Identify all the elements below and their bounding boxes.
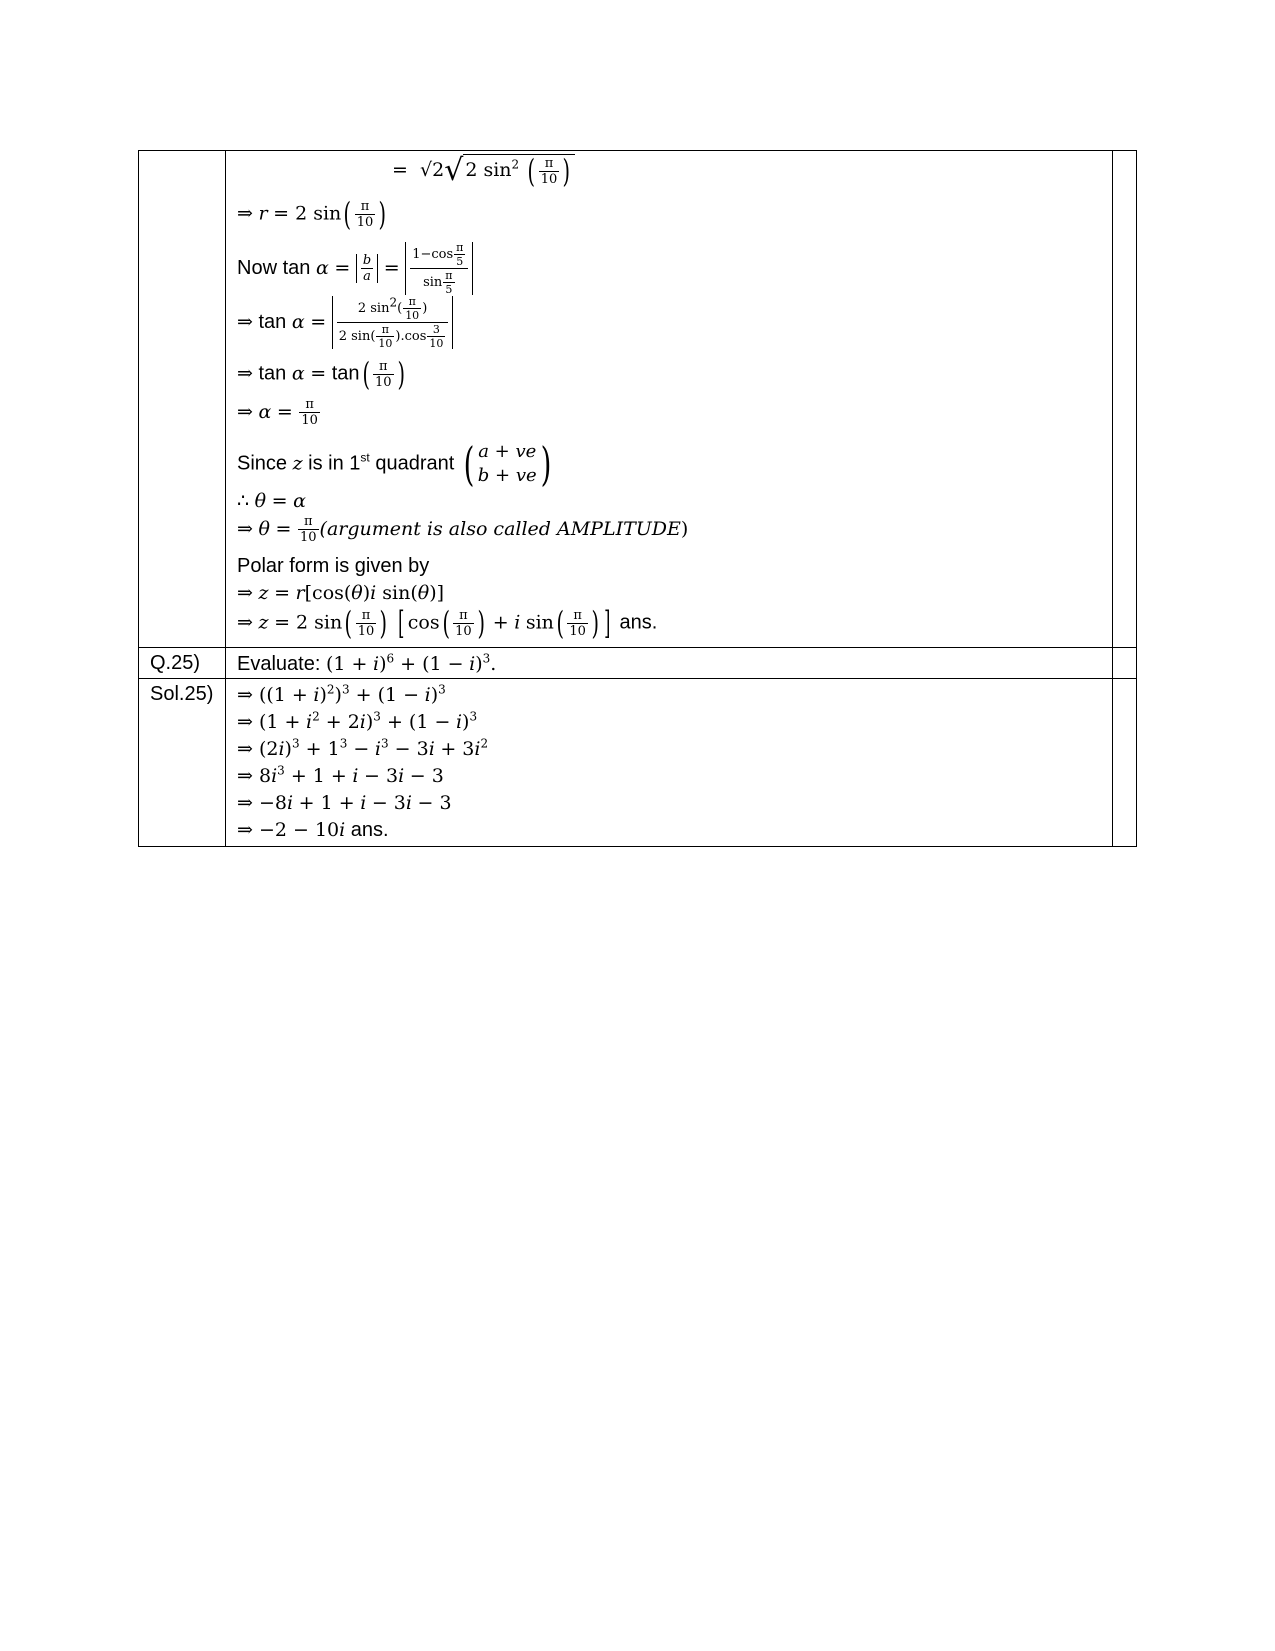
math-line: Evaluate: $(1 + i)^6 + (1 - i)^3$. (237, 651, 497, 675)
math-line: ⇒ z = 2 sin( $\frac{\pi}{10}$ ) [ cos( $\frac{\pi}{10}$ ) + i sin( $\frac{\pi}{10}$ ) ] ans. (237, 604, 658, 642)
math-line: ∴ θ = α (237, 490, 306, 512)
math-line: ⇒ $8i^3 + 1 + i - 3i - 3$ (237, 763, 444, 787)
math-line: ⇒ θ = $\frac{\pi}{10}$ (argument is also called AMPLITUDE) (237, 514, 689, 545)
math-line: ⇒ tan α = tan( $\frac{\pi}{10}$ ) (237, 355, 405, 393)
table-row (139, 648, 1137, 679)
question-content (226, 648, 1113, 679)
math-line: ⇒ α = $\frac{\pi}{10}$ (237, 397, 318, 428)
question-label: Q.25) (139, 648, 226, 679)
table-row (139, 679, 1137, 847)
solution-table (138, 150, 1137, 847)
math-line: ⇒ z = r[cos(θ)i sin(θ)] (237, 582, 445, 604)
blank-cell (1113, 679, 1137, 847)
solution-content (226, 151, 1113, 648)
math-line: ⇒ −8i + 1 + i − 3i − 3 (237, 792, 452, 814)
solution-label: Sol.25) (139, 679, 226, 847)
math-line: Now tan α = $\frac{b}{a}$ = 1−cos $\frac{\pi}{5}$ sin $\frac{\pi}{5}$ (237, 242, 1102, 296)
row-label (139, 151, 226, 648)
math-line: ⇒ tan α = 2 $\sin^2$( $\frac{\pi}{10}$ ) 2 sin( $\frac{\pi}{10}$ ).cos $\frac{3}{10}$ (237, 296, 1102, 358)
math-line: Polar form is given by (237, 555, 430, 577)
blank-cell (1113, 151, 1137, 648)
math-line: ⇒ $((1 + i)^2)^3 + (1 - i)^3$ (237, 682, 446, 706)
math-line: ⇒ −2 − 10i ans. (237, 819, 389, 841)
math-line: = √2√ 2 $\sin^2$ ( $\frac{\pi}{10}$ ) (237, 154, 1102, 198)
table-row (139, 151, 1137, 648)
math-line: ⇒ $(1 + i^2 + 2i)^3 + (1 - i)^3$ (237, 709, 478, 733)
math-line: ⇒ $(2i)^3 + 1^3 - i^3 - 3i + 3i^2$ (237, 736, 489, 760)
math-line: Since z is in 1st quadrant ( a + ve b + ve) (237, 437, 552, 491)
blank-cell (1113, 648, 1137, 679)
solution-content (226, 679, 1113, 847)
math-line: ⇒ r = 2 sin( $\frac{\pi}{10}$ ) (237, 195, 387, 233)
